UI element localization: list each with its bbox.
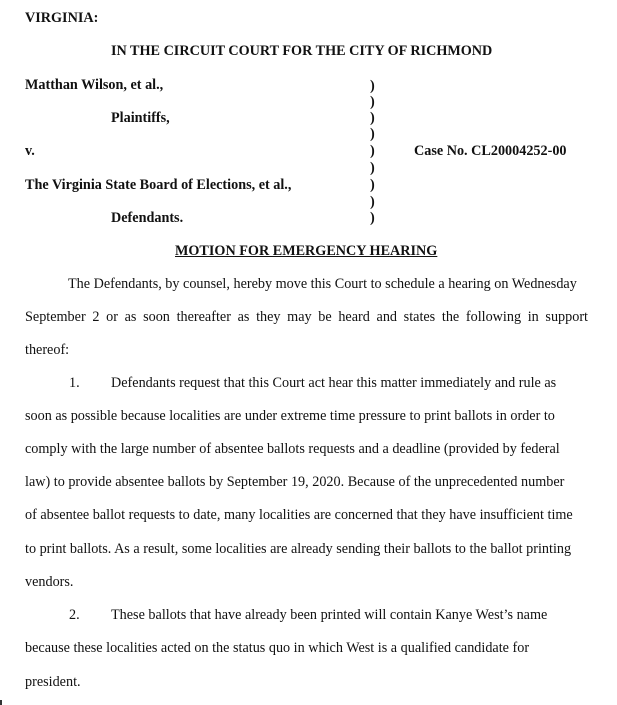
paragraph-number: 2. [69,607,80,623]
paragraph-line: president. [25,674,81,690]
caption-paren: ) [370,143,375,159]
paragraph-line: vendors. [25,574,74,590]
paragraph-line: to print ballots. As a result, some localities are already sending their ballots to the ballot printing [25,541,572,557]
paragraph-line: soon as possible because localities are under extreme time pressure to print ballots in order to [25,408,555,424]
page-edge-mark [0,700,2,705]
defendant-role: Defendants. [111,210,184,226]
versus-label: v. [25,143,35,159]
plaintiff-name: Matthan Wilson, et al., [25,77,164,93]
court-heading: IN THE CIRCUIT COURT FOR THE CITY OF RICHMOND [111,43,493,59]
paragraph-line: Defendants request that this Court act hear this matter immediately and rule as [111,375,557,391]
paragraph-line: because these localities acted on the status quo in which West is a qualified candidate for [25,640,530,656]
intro-line: The Defendants, by counsel, hereby move this Court to schedule a hearing on Wednesday [68,276,577,292]
intro-line: September 2 or as soon thereafter as they may be heard and states the following in support [25,309,588,325]
defendant-name: The Virginia State Board of Elections, et al., [25,177,292,193]
plaintiff-role: Plaintiffs, [111,110,170,126]
state-heading: VIRGINIA: [25,10,99,26]
caption-paren: ) [370,160,375,176]
case-number: Case No. CL20004252-00 [414,143,567,159]
caption-paren: ) [370,78,375,94]
paragraph-line: comply with the large number of absentee ballots requests and a deadline (provided by federal [25,441,560,457]
intro-line: thereof: [25,342,70,358]
caption-paren: ) [370,177,375,193]
caption-paren: ) [370,210,375,226]
caption-paren: ) [370,194,375,210]
paragraph-number: 1. [69,375,80,391]
caption-paren: ) [370,94,375,110]
caption-paren: ) [370,126,375,142]
paragraph-line: of absentee ballot requests to date, many localities are concerned that they have insufficient time [25,507,573,523]
caption-paren: ) [370,110,375,126]
paragraph-line: law) to provide absentee ballots by September 19, 2020. Because of the unprecedented number [25,474,565,490]
motion-title: MOTION FOR EMERGENCY HEARING [175,243,438,259]
paragraph-line: These ballots that have already been printed will contain Kanye West’s name [111,607,548,623]
